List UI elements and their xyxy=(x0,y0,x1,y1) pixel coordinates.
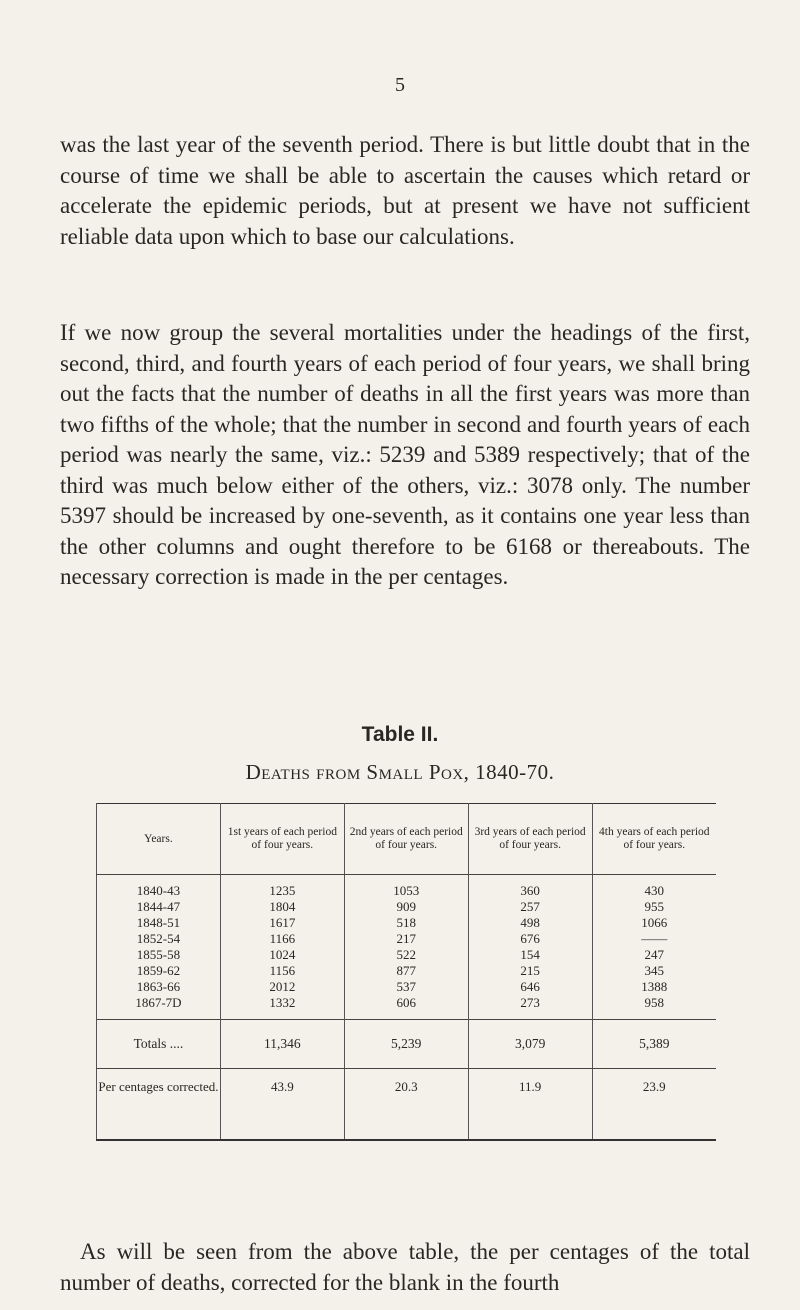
percent-4th: 23.9 xyxy=(592,1069,716,1141)
total-4th: 5,389 xyxy=(592,1020,716,1069)
column-header-years: Years. xyxy=(97,804,221,875)
table-header-row xyxy=(97,804,717,875)
cell-period: 1855-58 xyxy=(97,947,221,963)
cell-period: 1852-54 xyxy=(97,931,221,947)
cell-2nd: 909 xyxy=(344,899,468,915)
table-row xyxy=(97,963,717,979)
cell-2nd: 606 xyxy=(344,995,468,1020)
cell-2nd: 537 xyxy=(344,979,468,995)
cell-4th: 958 xyxy=(592,995,716,1020)
cell-3rd: 646 xyxy=(468,979,592,995)
cell-1st: 1166 xyxy=(220,931,344,947)
cell-3rd: 215 xyxy=(468,963,592,979)
paragraph-1: was the last year of the seventh period. There is but little doubt that in the course of time we shall be able to ascertain the causes which retard or accelerate the epidemic periods, but at present we have not sufficient reliable data upon which to base our calculations. xyxy=(60,132,750,249)
cell-1st: 2012 xyxy=(220,979,344,995)
cell-4th: —— xyxy=(592,931,716,947)
cell-3rd: 273 xyxy=(468,995,592,1020)
totals-row xyxy=(97,1020,717,1069)
column-header-4th-years: 4th years of each period of four years. xyxy=(592,804,716,875)
cell-period: 1867-7D xyxy=(97,995,221,1020)
cell-period: 1840-43 xyxy=(97,875,221,900)
cell-2nd: 1053 xyxy=(344,875,468,900)
table-subtitle: Deaths from Small Pox, 1840-70. xyxy=(245,760,555,784)
cell-2nd: 522 xyxy=(344,947,468,963)
cell-2nd: 217 xyxy=(344,931,468,947)
cell-2nd: 518 xyxy=(344,915,468,931)
total-2nd: 5,239 xyxy=(344,1020,468,1069)
cell-period: 1859-62 xyxy=(97,963,221,979)
cell-period: 1848-51 xyxy=(97,915,221,931)
cell-3rd: 154 xyxy=(468,947,592,963)
page-number: 5 xyxy=(395,74,405,96)
totals-label: Totals .... xyxy=(97,1020,221,1069)
column-header-2nd-years: 2nd years of each period of four years. xyxy=(344,804,468,875)
percent-2nd: 20.3 xyxy=(344,1069,468,1141)
cell-3rd: 360 xyxy=(468,875,592,900)
cell-4th: 1388 xyxy=(592,979,716,995)
table-row xyxy=(97,931,717,947)
cell-2nd: 877 xyxy=(344,963,468,979)
cell-1st: 1024 xyxy=(220,947,344,963)
cell-4th: 345 xyxy=(592,963,716,979)
cell-4th: 430 xyxy=(592,875,716,900)
table-row xyxy=(97,915,717,931)
cell-1st: 1332 xyxy=(220,995,344,1020)
table-row xyxy=(97,947,717,963)
column-header-1st-years: 1st years of each period of four years. xyxy=(220,804,344,875)
percentages-row xyxy=(97,1069,717,1141)
cell-1st: 1156 xyxy=(220,963,344,979)
cell-4th: 955 xyxy=(592,899,716,915)
table-row xyxy=(97,899,717,915)
table-row xyxy=(97,995,717,1020)
cell-1st: 1804 xyxy=(220,899,344,915)
percent-3rd: 11.9 xyxy=(468,1069,592,1141)
cell-4th: 247 xyxy=(592,947,716,963)
paragraph-3: As will be seen from the above table, the per centages of the total number of deaths, corrected for the blank in the fourth xyxy=(60,1239,750,1295)
cell-period: 1863-66 xyxy=(97,979,221,995)
column-header-3rd-years: 3rd years of each period of four years. xyxy=(468,804,592,875)
total-1st: 11,346 xyxy=(220,1020,344,1069)
paragraph-2: If we now group the several mortalities under the headings of the first, second, third, and fourth years of each period of four years, we shall bring out the facts that the number of deaths in all the first years was more than two fifths of the whole; that the number in second and fourth years of each period was nearly the same, viz.: 5239 and 5389 respectively; that of the third was much below either of the others, viz.: 3078 only. The number 5397 should be increased by one-seventh, as it contains one year less than the other columns and ought therefore to be 6168 or thereabouts. The necessary correction is made in the per centages. xyxy=(60,320,750,589)
percent-1st: 43.9 xyxy=(220,1069,344,1141)
table-row xyxy=(97,875,717,900)
total-3rd: 3,079 xyxy=(468,1020,592,1069)
cell-3rd: 257 xyxy=(468,899,592,915)
table-row xyxy=(97,979,717,995)
cell-1st: 1235 xyxy=(220,875,344,900)
cell-1st: 1617 xyxy=(220,915,344,931)
cell-4th: 1066 xyxy=(592,915,716,931)
cell-3rd: 676 xyxy=(468,931,592,947)
cell-3rd: 498 xyxy=(468,915,592,931)
cell-period: 1844-47 xyxy=(97,899,221,915)
smallpox-deaths-table xyxy=(96,803,716,1141)
table-title: Table II. xyxy=(361,723,439,746)
percentages-label: Per centages corrected. xyxy=(97,1069,221,1141)
